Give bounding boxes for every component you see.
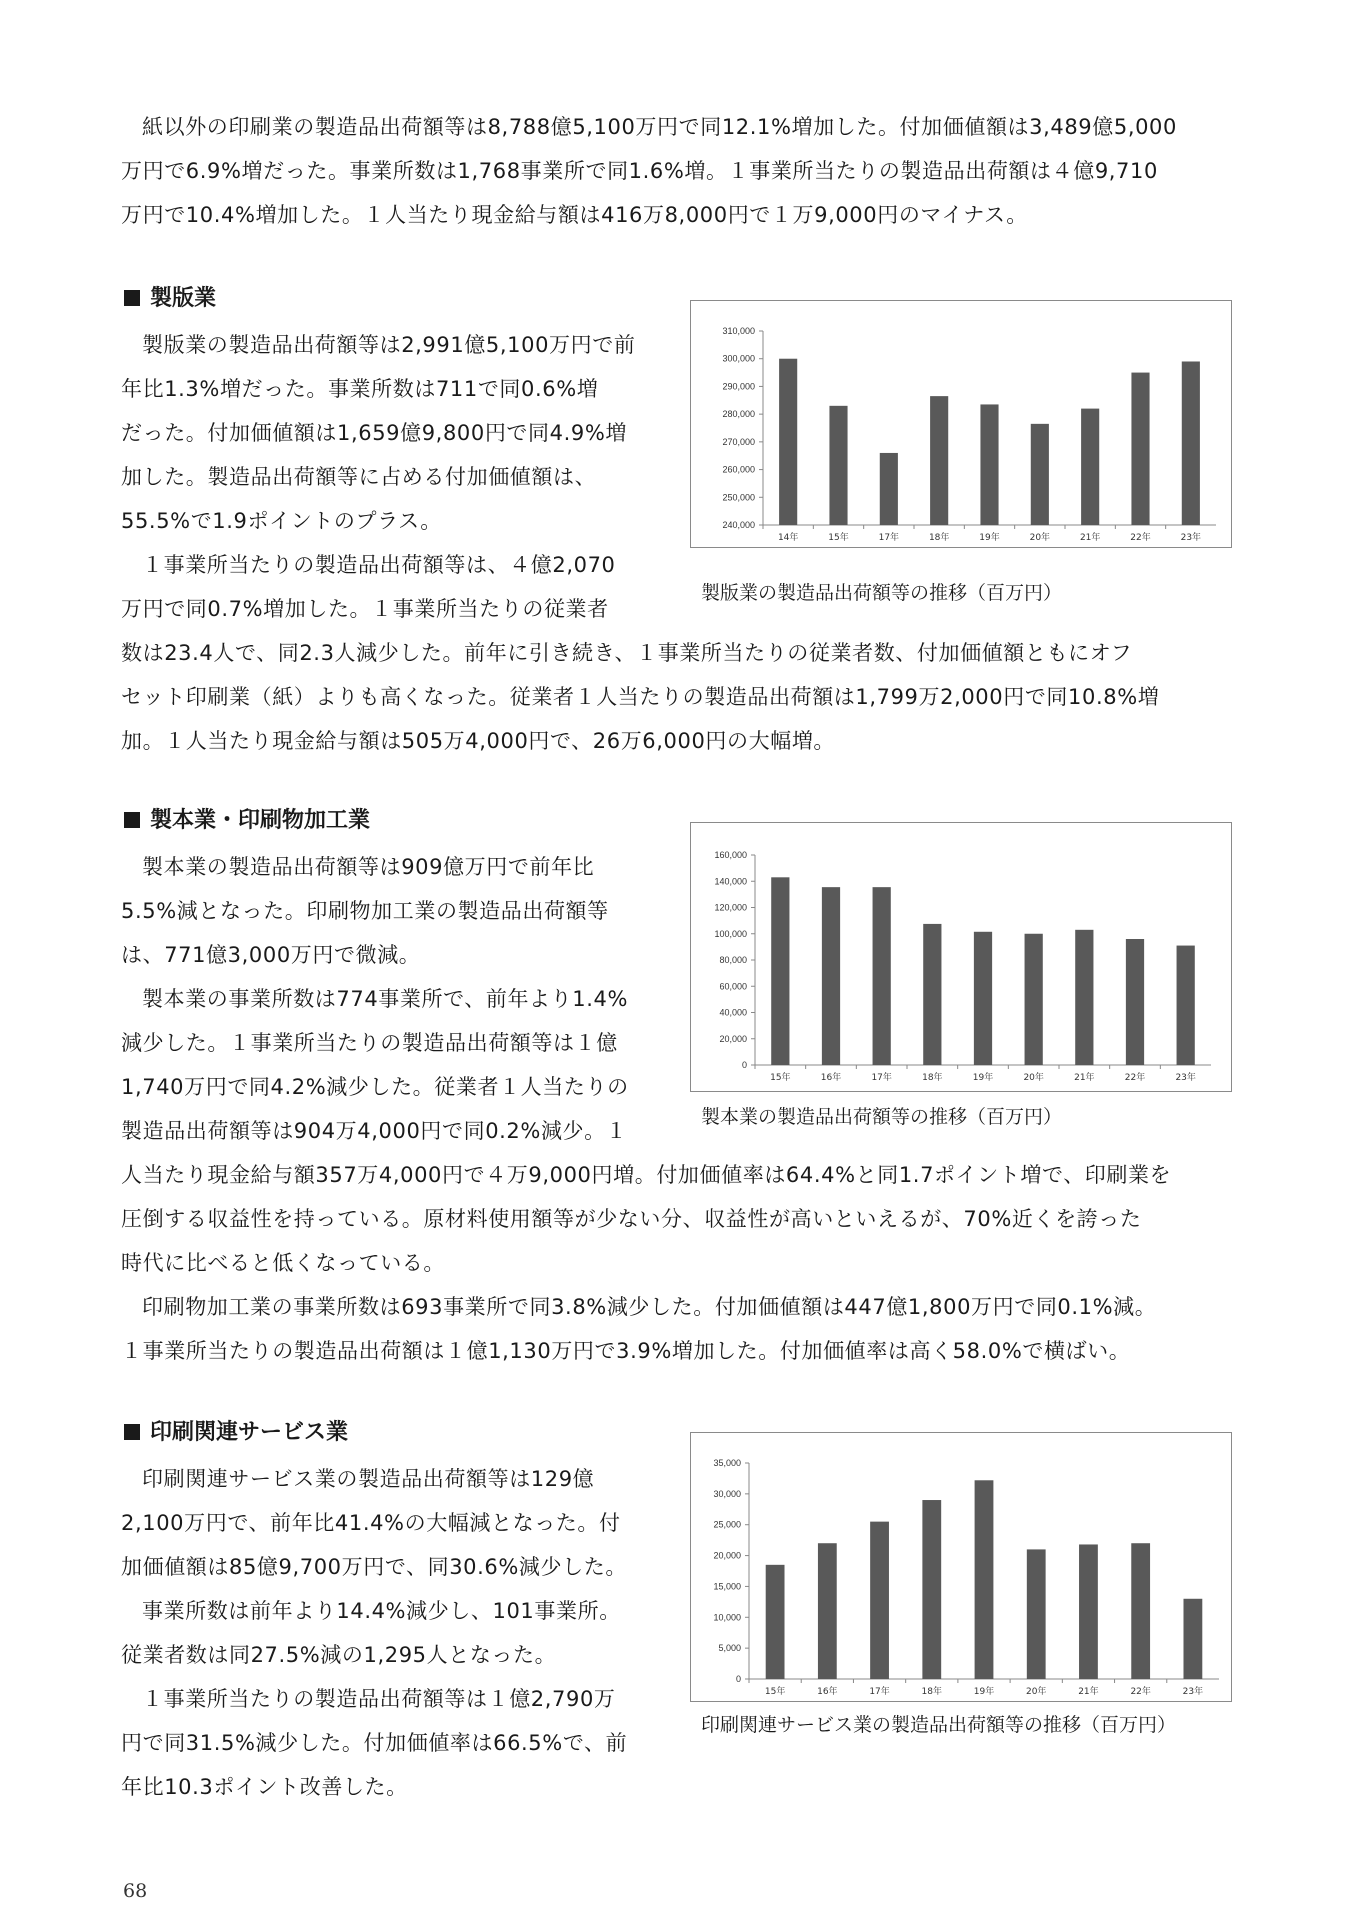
body-line: １事業所当たりの製造品出荷額等は１億2,790万 bbox=[142, 1687, 616, 1711]
bar bbox=[880, 453, 898, 525]
y-tick-label: 0 bbox=[741, 1060, 747, 1070]
bar bbox=[1182, 361, 1200, 525]
y-tick-label: 280,000 bbox=[722, 409, 755, 420]
y-tick-label: 15,000 bbox=[713, 1581, 741, 1592]
y-tick-label: 10,000 bbox=[713, 1612, 741, 1623]
body-line: だった。付加価値額は1,659億9,800円で同4.9%増 bbox=[121, 421, 627, 445]
bar-chart bbox=[691, 1433, 1231, 1701]
chart-caption: 印刷関連サービス業の製造品出荷額等の推移（百万円） bbox=[701, 1714, 1177, 1736]
x-tick-label: 16年 bbox=[820, 1073, 842, 1083]
body-line: 5.5%減となった。印刷物加工業の製造品出荷額等 bbox=[121, 899, 609, 923]
body-line: 製本業の製造品出荷額等は909億万円で前年比 bbox=[142, 855, 595, 879]
x-tick-label: 23年 bbox=[1175, 1073, 1196, 1083]
y-tick-label: 100,000 bbox=[714, 928, 747, 939]
section-heading-text: 印刷関連サービス業 bbox=[150, 1420, 349, 1445]
body-line: 加。１人当たり現金給与額は505万4,000円で、26万6,000円の大幅増。 bbox=[121, 729, 836, 753]
body-line: 2,100万円で、前年比41.4%の大幅減となった。付 bbox=[121, 1511, 621, 1535]
x-tick-label: 15年 bbox=[828, 533, 849, 543]
body-line: 事業所数は前年より14.4%減少し、101事業所。 bbox=[142, 1599, 621, 1623]
bar bbox=[1031, 424, 1049, 525]
body-line: 減少した。１事業所当たりの製造品出荷額等は１億 bbox=[121, 1031, 618, 1055]
bar bbox=[766, 1565, 785, 1679]
body-line: １事業所当たりの製造品出荷額等は、４億2,070 bbox=[142, 553, 616, 577]
body-line: 従業者数は同27.5%減の1,295人となった。 bbox=[121, 1643, 557, 1667]
x-tick-label: 19年 bbox=[973, 1687, 995, 1697]
x-tick-label: 18年 bbox=[921, 1687, 943, 1697]
body-line: 印刷物加工業の事業所数は693事業所で同3.8%減少した。付加価値額は447億1,800万円で同0.1%減。 bbox=[142, 1295, 1157, 1319]
y-tick-label: 30,000 bbox=[713, 1488, 741, 1499]
y-tick-label: 240,000 bbox=[722, 520, 755, 530]
section-heading bbox=[124, 806, 370, 836]
bar bbox=[930, 396, 948, 525]
bar bbox=[1079, 1544, 1098, 1679]
x-tick-label: 21年 bbox=[1079, 533, 1101, 543]
body-line: 年比10.3ポイント改善した。 bbox=[121, 1775, 408, 1799]
x-tick-label: 20年 bbox=[1023, 1073, 1044, 1083]
bar bbox=[980, 404, 998, 525]
x-tick-label: 23年 bbox=[1180, 533, 1202, 543]
body-line: 人当たり現金給与額357万4,000円で４万9,000円増。付加価値率は64.4%と同1.7ポイント増で、印刷業を bbox=[121, 1163, 1172, 1187]
y-tick-label: 300,000 bbox=[722, 353, 755, 364]
y-tick-label: 260,000 bbox=[722, 464, 755, 475]
x-tick-label: 17年 bbox=[878, 533, 900, 543]
body-line: 55.5%で1.9ポイントのプラス。 bbox=[121, 509, 442, 533]
x-tick-label: 20年 bbox=[1025, 1687, 1047, 1697]
x-tick-label: 15年 bbox=[770, 1073, 791, 1083]
bar bbox=[922, 1500, 941, 1679]
bar bbox=[779, 359, 797, 525]
bar-chart bbox=[691, 823, 1231, 1091]
body-line: １事業所当たりの製造品出荷額は１億1,130万円で3.9%増加した。付加価値率は高く58.0%で横ばい。 bbox=[121, 1339, 1131, 1363]
bar bbox=[923, 924, 941, 1065]
bar bbox=[974, 932, 992, 1065]
x-tick-label: 20年 bbox=[1029, 533, 1051, 543]
y-tick-label: 0 bbox=[735, 1674, 741, 1684]
bar bbox=[1081, 409, 1099, 525]
y-tick-label: 160,000 bbox=[714, 850, 747, 860]
bar bbox=[1025, 934, 1043, 1065]
bar bbox=[1126, 939, 1144, 1065]
section-heading bbox=[124, 284, 216, 314]
body-line: 数は23.4人で、同2.3人減少した。前年に引き続き、１事業所当たりの従業者数、付加価値額ともにオフ bbox=[121, 641, 1133, 665]
y-tick-label: 35,000 bbox=[713, 1458, 741, 1468]
body-line: は、771億3,000万円で微減。 bbox=[121, 943, 421, 967]
body-line: 圧倒する収益性を持っている。原材料使用額等が少ない分、収益性が高いといえるが、70%近くを誇った bbox=[121, 1207, 1142, 1231]
x-tick-label: 17年 bbox=[871, 1073, 892, 1083]
x-tick-label: 19年 bbox=[972, 1073, 994, 1083]
x-tick-label: 19年 bbox=[979, 533, 1000, 543]
body-line: 円で同31.5%減少した。付加価値率は66.5%で、前 bbox=[121, 1731, 628, 1755]
chart-seihan bbox=[690, 300, 1232, 548]
square-bullet-icon bbox=[124, 290, 140, 306]
bar bbox=[829, 406, 847, 525]
y-tick-label: 250,000 bbox=[722, 492, 755, 503]
bar bbox=[975, 1480, 994, 1679]
body-line: 製造品出荷額等は904万4,000円で同0.2%減少。１ bbox=[121, 1119, 628, 1143]
section-heading-text: 製版業 bbox=[150, 286, 217, 311]
chart-service bbox=[690, 1432, 1232, 1702]
body-line: 製版業の製造品出荷額等は2,991億5,100万円で前 bbox=[142, 333, 636, 357]
x-tick-label: 16年 bbox=[817, 1687, 838, 1697]
bar bbox=[1183, 1599, 1202, 1679]
x-tick-label: 18年 bbox=[928, 533, 950, 543]
bar bbox=[1131, 373, 1149, 525]
y-tick-label: 310,000 bbox=[722, 326, 755, 336]
y-tick-label: 5,000 bbox=[718, 1643, 741, 1654]
body-line: 製本業の事業所数は774事業所で、前年より1.4% bbox=[142, 987, 629, 1011]
bar-chart bbox=[691, 301, 1231, 547]
x-tick-label: 22年 bbox=[1124, 1073, 1146, 1083]
bar bbox=[1177, 946, 1195, 1065]
y-tick-label: 120,000 bbox=[714, 902, 747, 913]
section-heading bbox=[124, 1418, 348, 1448]
body-line: 時代に比べると低くなっている。 bbox=[121, 1251, 445, 1275]
x-tick-label: 17年 bbox=[869, 1687, 890, 1697]
x-tick-label: 18年 bbox=[922, 1073, 943, 1083]
x-tick-label: 22年 bbox=[1130, 1687, 1151, 1697]
x-tick-label: 22年 bbox=[1130, 533, 1151, 543]
body-line: セット印刷業（紙）よりも高くなった。従業者１人当たりの製造品出荷額は1,799万2,000円で同10.8%増 bbox=[121, 685, 1160, 709]
body-line: 印刷関連サービス業の製造品出荷額等は129億 bbox=[142, 1467, 595, 1491]
chart-seihon bbox=[690, 822, 1232, 1092]
intro-line: 万円で6.9%増だった。事業所数は1,768事業所で同1.6%増。１事業所当たりの製造品出荷額は４億9,710 bbox=[121, 159, 1158, 183]
bar bbox=[873, 887, 891, 1065]
bar bbox=[870, 1522, 889, 1679]
bar bbox=[1027, 1549, 1046, 1679]
x-tick-label: 14年 bbox=[777, 533, 799, 543]
body-line: 万円で同0.7%増加した。１事業所当たりの従業者 bbox=[121, 597, 609, 621]
y-tick-label: 140,000 bbox=[714, 876, 747, 887]
body-line: 加価値額は85億9,700万円で、同30.6%減少した。 bbox=[121, 1555, 627, 1579]
page-number: 68 bbox=[123, 1880, 148, 1902]
y-tick-label: 80,000 bbox=[719, 955, 747, 965]
y-tick-label: 25,000 bbox=[713, 1519, 741, 1530]
intro-line: 万円で10.4%増加した。１人当たり現金給与額は416万8,000円で１万9,000円のマイナス。 bbox=[121, 203, 1028, 227]
y-tick-label: 20,000 bbox=[713, 1550, 741, 1561]
y-tick-label: 270,000 bbox=[722, 436, 755, 447]
y-tick-label: 290,000 bbox=[722, 381, 755, 392]
x-tick-label: 21年 bbox=[1074, 1073, 1095, 1083]
section-heading-text: 製本業・印刷物加工業 bbox=[150, 808, 371, 833]
y-tick-label: 20,000 bbox=[719, 1033, 747, 1044]
x-tick-label: 23年 bbox=[1182, 1687, 1204, 1697]
y-tick-label: 40,000 bbox=[719, 1007, 747, 1018]
intro-line: 紙以外の印刷業の製造品出荷額等は8,788億5,100万円で同12.1%増加した。付加価値額は3,489億5,000 bbox=[142, 115, 1177, 139]
x-tick-label: 15年 bbox=[764, 1687, 786, 1697]
bar bbox=[771, 877, 789, 1065]
chart-caption: 製本業の製造品出荷額等の推移（百万円） bbox=[701, 1106, 1063, 1128]
square-bullet-icon bbox=[124, 812, 140, 828]
y-tick-label: 60,000 bbox=[719, 981, 747, 992]
bar bbox=[822, 887, 840, 1065]
bar bbox=[1075, 930, 1093, 1065]
bar bbox=[1131, 1543, 1150, 1679]
x-tick-label: 21年 bbox=[1078, 1687, 1099, 1697]
body-line: 1,740万円で同4.2%減少した。従業者１人当たりの bbox=[121, 1075, 629, 1099]
bar bbox=[818, 1543, 837, 1679]
body-line: 年比1.3%増だった。事業所数は711で同0.6%増 bbox=[121, 377, 599, 401]
chart-caption: 製版業の製造品出荷額等の推移（百万円） bbox=[701, 582, 1063, 604]
body-line: 加した。製造品出荷額等に占める付加価値額は、 bbox=[121, 465, 597, 489]
square-bullet-icon bbox=[124, 1424, 140, 1440]
